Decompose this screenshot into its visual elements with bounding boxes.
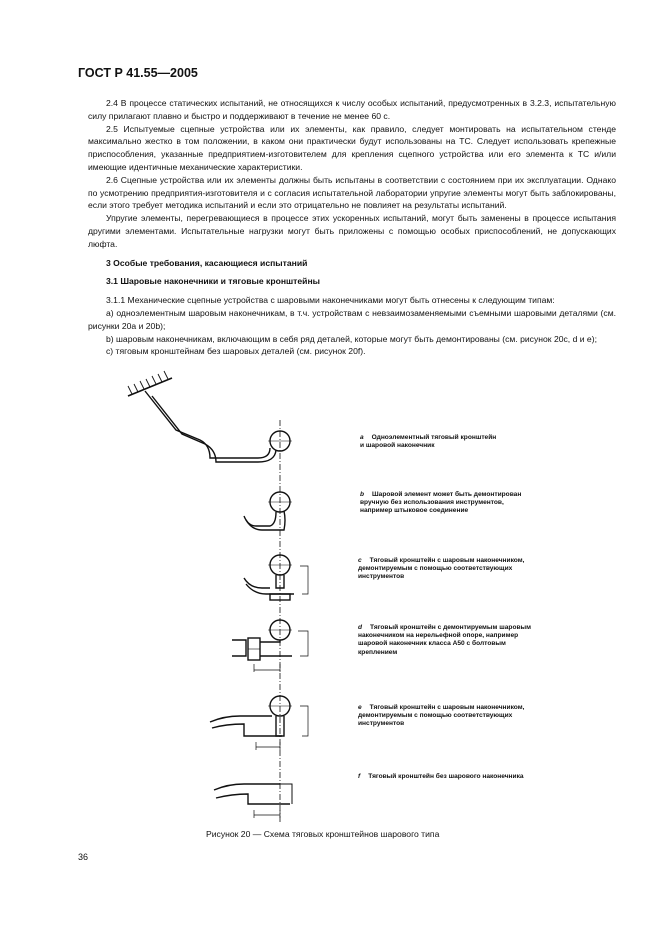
paragraph-2-6: 2.6 Сцепные устройства или их элементы должны быть испытаны в соответствии с состоянием при их эксплуатации. Однако по усмотрению предприятия-изготовителя и с согласия испытательной лаборатории упругие элементы могут быть заблокированы, если этого требует методика испытаний и если это отрицательно не повлияет на результаты испытаний.: [88, 174, 616, 211]
drawing-c: [244, 555, 308, 600]
drawing-a: [128, 371, 292, 462]
document-header: ГОСТ Р 41.55—2005: [78, 66, 198, 80]
page-number: 36: [78, 852, 89, 862]
section-3-1-heading: 3.1 Шаровые наконечники и тяговые кронштейны: [106, 276, 320, 287]
drawing-f: [214, 784, 292, 818]
paragraph-3-1-1: 3.1.1 Механические сцепные устройства с шаровыми наконечниками могут быть отнесены к следующим типам:: [106, 295, 555, 306]
list-item-b: b) шаровым наконечникам, включающим в себя ряд деталей, которые могут быть демонтированы (см. рисунок 20с, d и е);: [106, 333, 597, 344]
paragraph-2-5: 2.5 Испытуемые сцепные устройства или их элементы, как правило, следует монтировать на испытательном стенде максимально жестко в том положении, в каком они практически будут использованы на ТС. Следует использовать крепежные приспособления, указанные предприятием-изготовителем для крепления сцепного устройства или его элемента к ТС и/или имеющие идентичные механические характеристики.: [88, 123, 616, 172]
figure-label-c: c Тяговый кронштейн с шаровым наконечником, демонтируемым с помощью соответствующих инструментов: [358, 557, 525, 581]
paragraph-elastic: Упругие элементы, перегревающиеся в процессе этих ускоренных испытаний, могут быть заменены в процессе испытания другими элементами. Испытательные нагрузки могут быть приложены с помощью особых приспособлений, не допускающих люфта.: [88, 213, 616, 249]
figure-caption: Рисунок 20 — Схема тяговых кронштейнов шарового типа: [206, 829, 440, 839]
figure-label-d: d Тяговый кронштейн с демонтируемым шаровым наконечником на нерельефной опоре, например шаровой наконечник класса А50 с болтовым креплением: [358, 624, 532, 656]
figure-label-e: e Тяговый кронштейн с шаровым наконечником, демонтируемым с помощью соответствующих инструментов: [358, 704, 525, 728]
drawing-b: [244, 492, 292, 530]
drawing-e: [210, 696, 308, 750]
drawing-d: [232, 620, 308, 672]
figure-label-f: f Тяговый кронштейн без шарового наконечника: [358, 773, 524, 780]
list-item-c: с) тяговым кронштейнам без шаровых деталей (см. рисунок 20f).: [106, 346, 366, 357]
section-3-heading: 3 Особые требования, касающиеся испытаний: [106, 257, 308, 268]
paragraph-2-4: 2.4 В процессе статических испытаний, не относящихся к числу особых испытаний, предусмотренных в 3.2.3, испытательную силу прилагают плавно и быстро и поддерживают в течение не менее 60 с.: [88, 98, 616, 121]
figure-label-a: a Одноэлементный тяговый кронштейн и шаровой наконечник: [360, 434, 497, 450]
figure-label-b: b Шаровой элемент может быть демонтирован вручную без использования инструментов, например штыковое соединение: [360, 491, 522, 515]
list-item-a: а) одноэлементным шаровым наконечникам, в т.ч. устройствам с невзаимозаменяемыми съемными шаровыми деталями (см. рисунки 20а и 20b);: [88, 307, 616, 331]
